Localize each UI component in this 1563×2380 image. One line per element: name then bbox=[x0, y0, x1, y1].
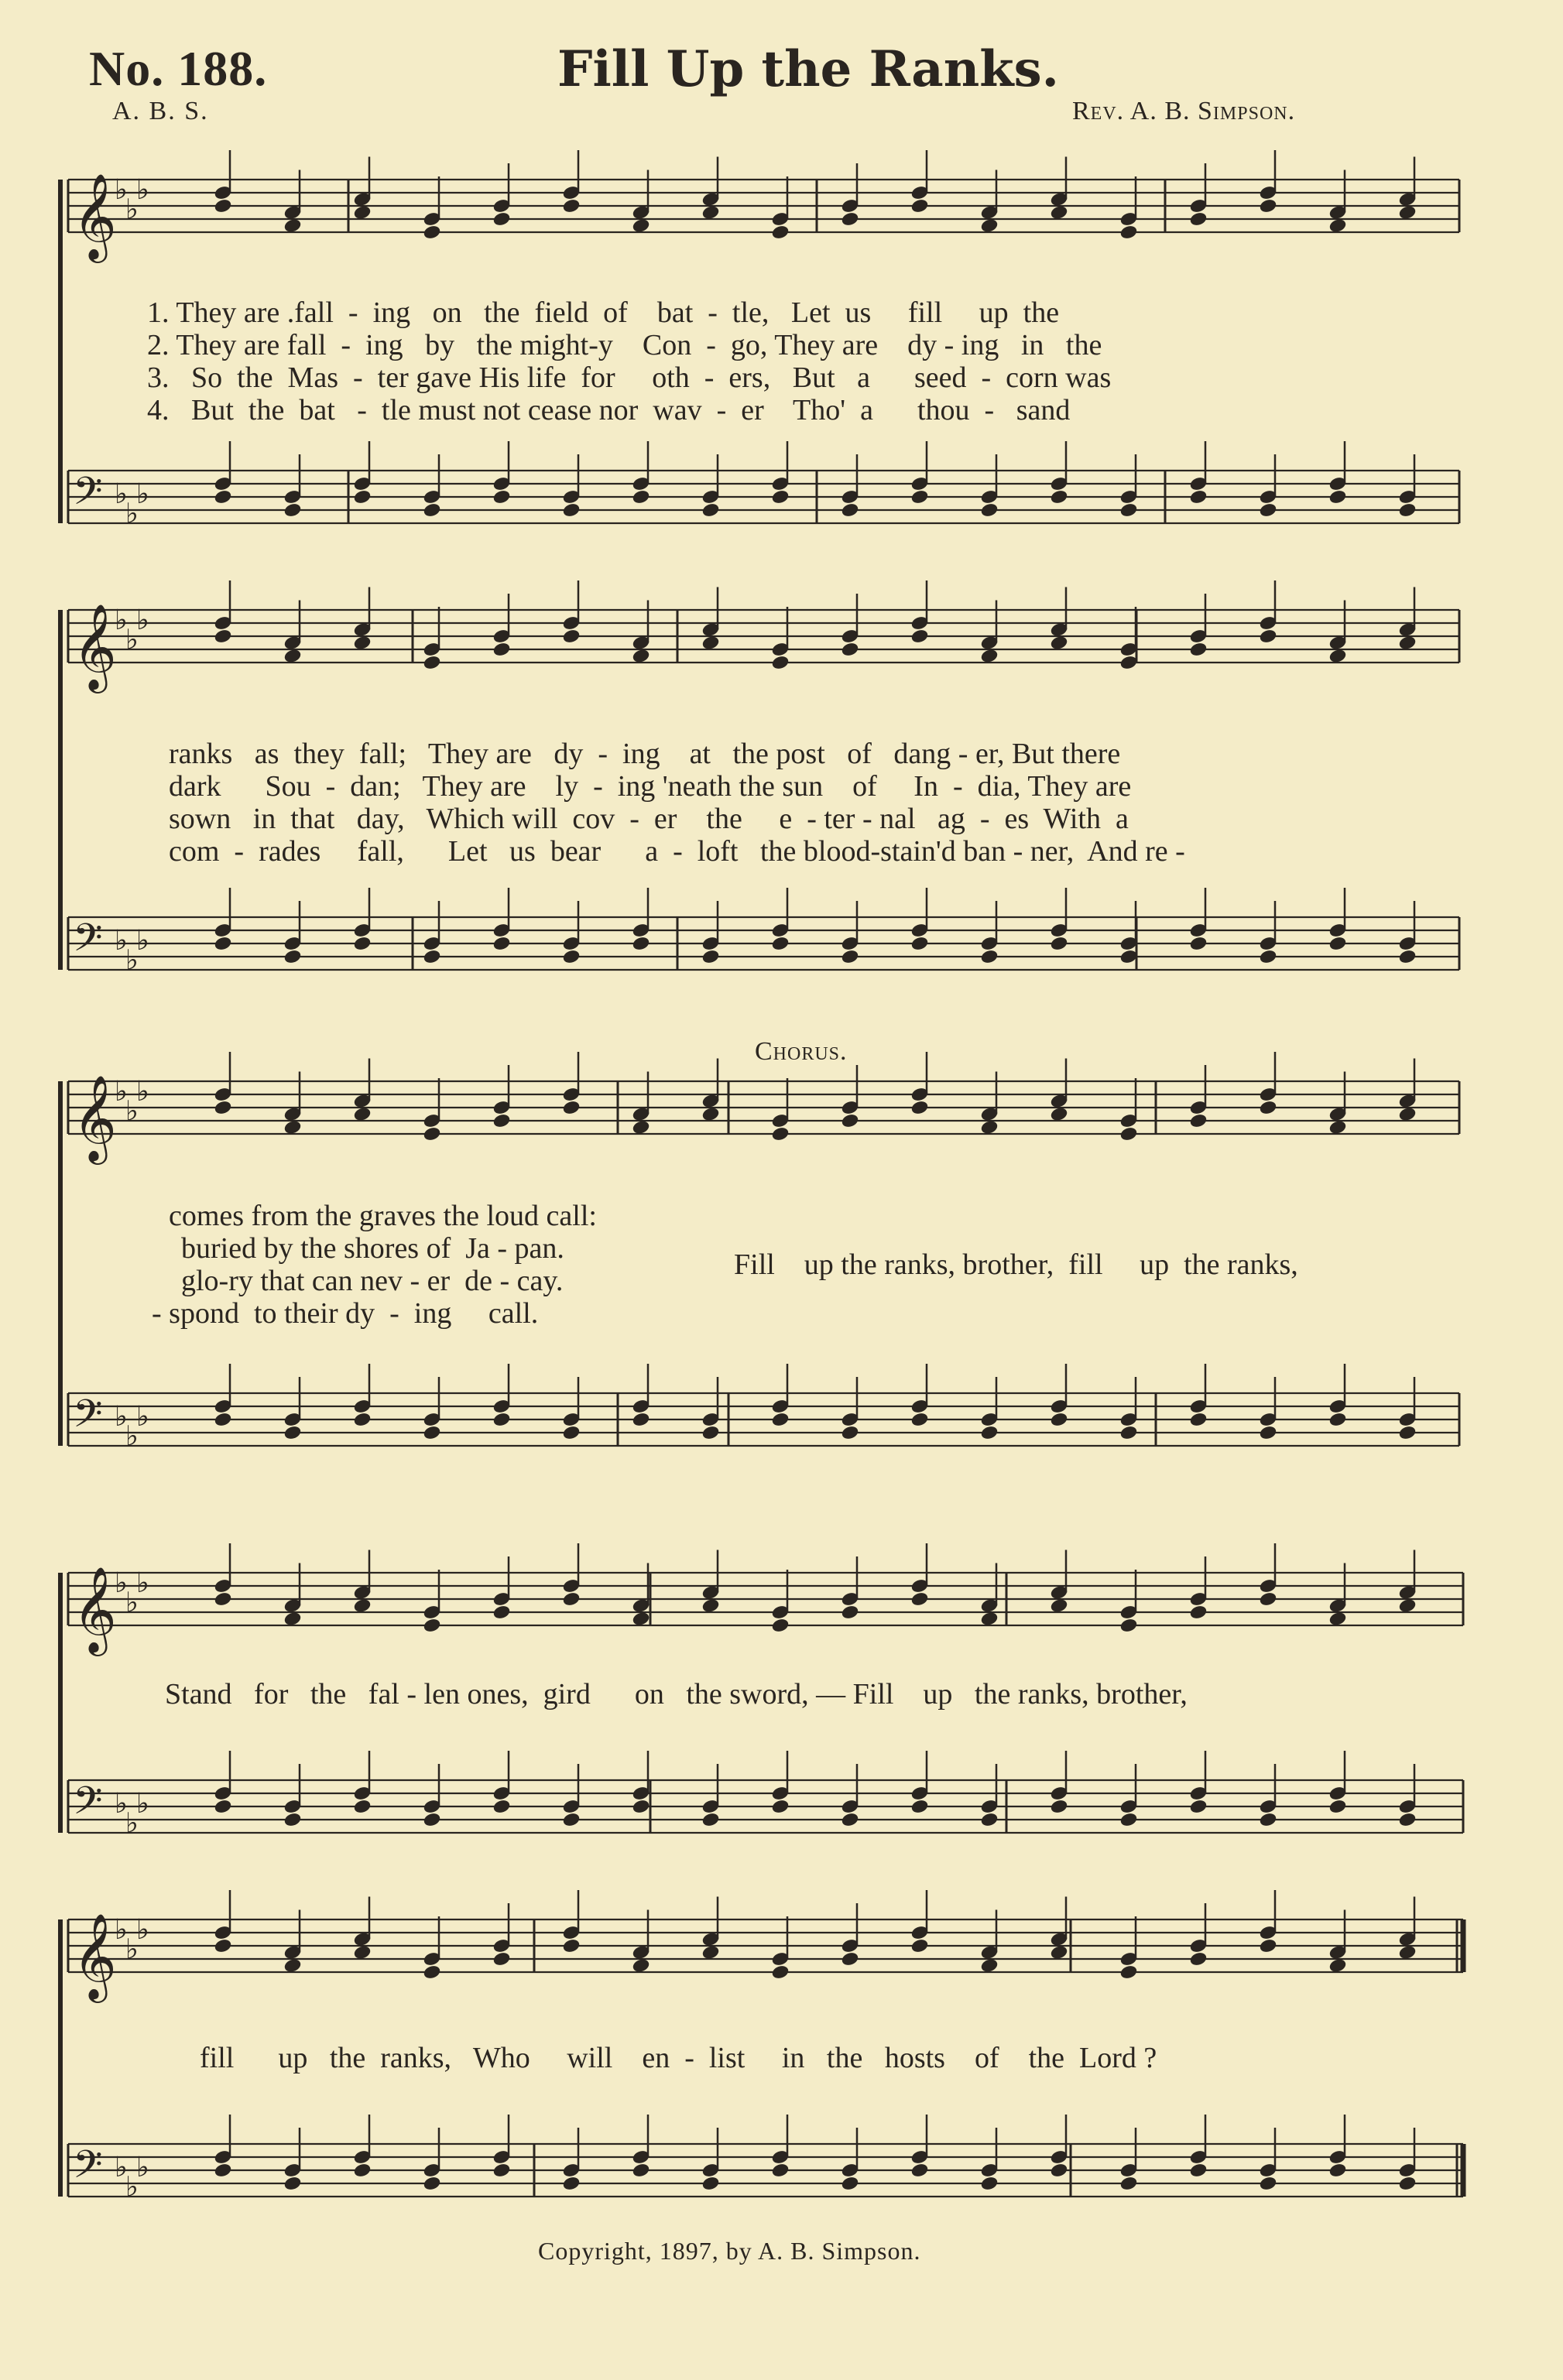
verse-4-line-2: com - rades fall, Let us bear a - loft the blood-stain'd ban - ner, And re - bbox=[169, 835, 1185, 868]
notehead bbox=[1398, 635, 1417, 651]
notehead bbox=[283, 1958, 302, 1974]
notehead bbox=[771, 224, 790, 240]
clef-icon: 𝄞 bbox=[73, 1913, 117, 1999]
notehead bbox=[562, 2176, 581, 2191]
notehead bbox=[1259, 198, 1277, 214]
notehead bbox=[1189, 211, 1208, 227]
notehead bbox=[1398, 1107, 1417, 1122]
verse-2-line-2: dark Sou - dan; They are ly - ing 'neath the sun of In - dia, They are bbox=[169, 770, 1132, 803]
notehead bbox=[910, 1100, 929, 1115]
notehead bbox=[1050, 936, 1068, 951]
notehead bbox=[1189, 1799, 1208, 1814]
notehead bbox=[283, 949, 302, 964]
notehead bbox=[980, 1611, 999, 1627]
notehead bbox=[1050, 1799, 1068, 1814]
notehead bbox=[214, 198, 232, 214]
notehead bbox=[771, 936, 790, 951]
notehead bbox=[1398, 2176, 1417, 2191]
flat-icon: ♭ bbox=[136, 1567, 149, 1599]
notehead bbox=[1398, 949, 1417, 964]
notehead bbox=[1189, 936, 1208, 951]
flat-icon: ♭ bbox=[125, 1420, 139, 1453]
notehead bbox=[841, 1425, 859, 1440]
notehead bbox=[1119, 1812, 1138, 1827]
notehead bbox=[980, 1812, 999, 1827]
flat-icon: ♭ bbox=[115, 604, 128, 636]
notehead bbox=[1189, 1604, 1208, 1620]
notehead bbox=[283, 218, 302, 234]
notehead bbox=[841, 1604, 859, 1620]
notehead bbox=[492, 1799, 511, 1814]
chorus-line-3: fill up the ranks, Who will en - list in the hosts of the Lord ? bbox=[200, 2042, 1157, 2074]
notehead bbox=[1050, 1107, 1068, 1122]
notehead bbox=[1050, 2163, 1068, 2178]
notehead bbox=[492, 1951, 511, 1967]
notehead bbox=[1328, 1958, 1347, 1974]
flat-icon: ♭ bbox=[125, 1587, 139, 1619]
verse-3-line-3: glo-ry that can nev - er de - cay. bbox=[181, 1265, 564, 1297]
verse-1-line-2: ranks as they fall; They are dy - ing at the post of dang - er, But there bbox=[169, 738, 1121, 770]
notehead bbox=[1050, 1945, 1068, 1961]
notehead bbox=[1050, 1412, 1068, 1427]
notehead bbox=[1189, 642, 1208, 657]
notehead bbox=[562, 949, 581, 964]
notehead bbox=[1259, 1591, 1277, 1607]
verse-3-line-2: sown in that day, Which will cov - er the e - ter - nal ag - es With a bbox=[169, 803, 1129, 835]
notehead bbox=[283, 502, 302, 518]
clef-icon: 𝄢 bbox=[73, 916, 103, 970]
chorus-line-2: Stand for the fal - len ones, gird on the sword, — Fill up the ranks, brother, bbox=[165, 1678, 1188, 1711]
music-author: Rev. A. B. Simpson. bbox=[1072, 97, 1296, 125]
notehead bbox=[1259, 1812, 1277, 1827]
notehead bbox=[1259, 502, 1277, 518]
notehead bbox=[771, 1799, 790, 1814]
notehead bbox=[1398, 205, 1417, 221]
flat-icon: ♭ bbox=[125, 1807, 139, 1840]
notehead bbox=[1328, 1611, 1347, 1627]
notehead bbox=[423, 655, 441, 670]
notehead bbox=[214, 1591, 232, 1607]
notehead bbox=[980, 218, 999, 234]
notehead bbox=[423, 1425, 441, 1440]
clef-icon: 𝄢 bbox=[73, 469, 103, 523]
flat-icon: ♭ bbox=[125, 1933, 139, 1966]
notehead bbox=[353, 1945, 372, 1961]
notehead bbox=[353, 489, 372, 505]
notehead bbox=[353, 1412, 372, 1427]
notehead bbox=[771, 1126, 790, 1142]
notehead bbox=[701, 1812, 720, 1827]
notehead bbox=[283, 1611, 302, 1627]
hymn-title: Fill Up the Ranks. bbox=[557, 40, 1059, 98]
flat-icon: ♭ bbox=[125, 193, 139, 226]
notehead bbox=[1050, 489, 1068, 505]
notehead bbox=[632, 649, 650, 664]
notehead bbox=[1398, 502, 1417, 518]
flat-icon: ♭ bbox=[115, 174, 128, 206]
notehead bbox=[492, 1604, 511, 1620]
notehead bbox=[841, 1113, 859, 1128]
flat-icon: ♭ bbox=[115, 1788, 128, 1820]
notehead bbox=[632, 1412, 650, 1427]
notehead bbox=[841, 1812, 859, 1827]
flat-icon: ♭ bbox=[115, 478, 128, 510]
notehead bbox=[492, 211, 511, 227]
notehead bbox=[1328, 1799, 1347, 1814]
notehead bbox=[214, 1412, 232, 1427]
notehead bbox=[1328, 1412, 1347, 1427]
notehead bbox=[910, 1412, 929, 1427]
flat-icon: ♭ bbox=[136, 174, 149, 206]
notehead bbox=[353, 1107, 372, 1122]
flat-icon: ♭ bbox=[136, 1914, 149, 1946]
notehead bbox=[492, 1412, 511, 1427]
notehead bbox=[1398, 1812, 1417, 1827]
notehead bbox=[701, 1945, 720, 1961]
flat-icon: ♭ bbox=[136, 604, 149, 636]
notehead bbox=[980, 2176, 999, 2191]
copyright-notice: Copyright, 1897, by A. B. Simpson. bbox=[538, 2237, 921, 2265]
clef-icon: 𝄞 bbox=[73, 1074, 117, 1161]
notehead bbox=[632, 1120, 650, 1135]
notehead bbox=[1189, 2163, 1208, 2178]
notehead bbox=[283, 1425, 302, 1440]
notehead bbox=[841, 502, 859, 518]
notehead bbox=[632, 489, 650, 505]
verse-2-line-1: 2. They are fall - ing by the might-y Con - go, They are dy - ing in the bbox=[147, 329, 1102, 361]
notehead bbox=[701, 949, 720, 964]
notehead bbox=[771, 655, 790, 670]
notehead bbox=[1328, 218, 1347, 234]
flat-icon: ♭ bbox=[136, 478, 149, 510]
notehead bbox=[353, 1799, 372, 1814]
notehead bbox=[701, 1598, 720, 1614]
flat-icon: ♭ bbox=[136, 1788, 149, 1820]
notehead bbox=[1398, 1598, 1417, 1614]
notehead bbox=[562, 1425, 581, 1440]
flat-icon: ♭ bbox=[125, 944, 139, 977]
notehead bbox=[562, 502, 581, 518]
notehead bbox=[701, 2176, 720, 2191]
notehead bbox=[1119, 1425, 1138, 1440]
notehead bbox=[214, 1938, 232, 1954]
notehead bbox=[771, 1618, 790, 1633]
notehead bbox=[492, 936, 511, 951]
verse-1-line-3: comes from the graves the loud call: bbox=[169, 1200, 597, 1232]
notehead bbox=[980, 1958, 999, 1974]
clef-icon: 𝄢 bbox=[73, 1779, 103, 1833]
notehead bbox=[980, 502, 999, 518]
notehead bbox=[283, 649, 302, 664]
flat-icon: ♭ bbox=[115, 925, 128, 957]
notehead bbox=[701, 635, 720, 651]
notehead bbox=[214, 2163, 232, 2178]
notehead bbox=[1189, 1412, 1208, 1427]
notehead bbox=[353, 635, 372, 651]
notehead bbox=[771, 489, 790, 505]
notehead bbox=[423, 224, 441, 240]
notehead bbox=[1328, 2163, 1347, 2178]
notehead bbox=[632, 1958, 650, 1974]
notehead bbox=[1398, 1425, 1417, 1440]
notehead bbox=[980, 1425, 999, 1440]
flat-icon: ♭ bbox=[115, 1914, 128, 1946]
flat-icon: ♭ bbox=[125, 624, 139, 656]
notehead bbox=[841, 949, 859, 964]
notehead bbox=[980, 949, 999, 964]
flat-icon: ♭ bbox=[136, 1076, 149, 1108]
notehead bbox=[980, 1120, 999, 1135]
flat-icon: ♭ bbox=[115, 2152, 128, 2183]
verse-1-line-1: 1. They are .fall - ing on the field of bat - tle, Let us fill up the bbox=[147, 296, 1060, 329]
notehead bbox=[1119, 1126, 1138, 1142]
notehead bbox=[1119, 502, 1138, 518]
notehead bbox=[910, 1591, 929, 1607]
notehead bbox=[910, 1938, 929, 1954]
notehead bbox=[910, 1799, 929, 1814]
notehead bbox=[1189, 1113, 1208, 1128]
notehead bbox=[701, 502, 720, 518]
notehead bbox=[841, 211, 859, 227]
notehead bbox=[1259, 628, 1277, 644]
clef-icon: 𝄢 bbox=[73, 2142, 103, 2197]
notehead bbox=[1259, 1938, 1277, 1954]
notehead bbox=[841, 1951, 859, 1967]
notehead bbox=[562, 1938, 581, 1954]
flat-icon: ♭ bbox=[125, 1095, 139, 1128]
notehead bbox=[771, 1964, 790, 1980]
notehead bbox=[492, 1113, 511, 1128]
notehead bbox=[632, 1611, 650, 1627]
flat-icon: ♭ bbox=[115, 1401, 128, 1433]
notehead bbox=[1328, 489, 1347, 505]
notehead bbox=[562, 1100, 581, 1115]
notehead bbox=[701, 1107, 720, 1122]
notehead bbox=[1050, 635, 1068, 651]
notehead bbox=[910, 2163, 929, 2178]
notehead bbox=[283, 2176, 302, 2191]
clef-icon: 𝄞 bbox=[73, 603, 117, 690]
flat-icon: ♭ bbox=[125, 2171, 139, 2204]
notehead bbox=[910, 936, 929, 951]
notehead bbox=[1119, 1618, 1138, 1633]
notehead bbox=[1398, 1945, 1417, 1961]
notehead bbox=[423, 1126, 441, 1142]
notehead bbox=[632, 1799, 650, 1814]
notehead bbox=[283, 1812, 302, 1827]
notehead bbox=[841, 2176, 859, 2191]
verse-2-line-3: buried by the shores of Ja - pan. bbox=[181, 1232, 564, 1265]
notehead bbox=[353, 1598, 372, 1614]
flat-icon: ♭ bbox=[125, 498, 139, 530]
notehead bbox=[1119, 224, 1138, 240]
notehead bbox=[1259, 2176, 1277, 2191]
words-author: A. B. S. bbox=[112, 97, 209, 125]
notehead bbox=[423, 949, 441, 964]
notehead bbox=[423, 1812, 441, 1827]
notehead bbox=[492, 642, 511, 657]
flat-icon: ♭ bbox=[136, 925, 149, 957]
notehead bbox=[214, 1100, 232, 1115]
notehead bbox=[771, 1412, 790, 1427]
chorus-label: Chorus. bbox=[755, 1037, 848, 1066]
clef-icon: 𝄢 bbox=[73, 1392, 103, 1446]
notehead bbox=[562, 628, 581, 644]
notehead bbox=[214, 936, 232, 951]
verse-3-line-1: 3. So the Mas - ter gave His life for oth - ers, But a seed - corn was bbox=[147, 361, 1112, 394]
notehead bbox=[1259, 949, 1277, 964]
clef-icon: 𝄞 bbox=[73, 173, 117, 259]
verse-4-line-3: - spond to their dy - ing call. bbox=[152, 1297, 539, 1330]
notehead bbox=[910, 489, 929, 505]
notehead bbox=[1050, 205, 1068, 221]
notehead bbox=[353, 2163, 372, 2178]
flat-icon: ♭ bbox=[136, 1401, 149, 1433]
notehead bbox=[1189, 489, 1208, 505]
notehead bbox=[1259, 1425, 1277, 1440]
notehead bbox=[771, 2163, 790, 2178]
notehead bbox=[283, 1120, 302, 1135]
notehead bbox=[632, 936, 650, 951]
verse-4-line-1: 4. But the bat - tle must not cease nor wav - er Tho' a thou - sand bbox=[147, 394, 1071, 426]
notehead bbox=[214, 628, 232, 644]
notehead bbox=[841, 642, 859, 657]
notehead bbox=[701, 205, 720, 221]
flat-icon: ♭ bbox=[115, 1076, 128, 1108]
notehead bbox=[492, 489, 511, 505]
notehead bbox=[492, 2163, 511, 2178]
notehead bbox=[910, 628, 929, 644]
notehead bbox=[701, 1425, 720, 1440]
hymn-number: No. 188. bbox=[89, 41, 268, 96]
notehead bbox=[423, 1618, 441, 1633]
notehead bbox=[423, 2176, 441, 2191]
notehead bbox=[1328, 936, 1347, 951]
notehead bbox=[910, 198, 929, 214]
notehead bbox=[214, 489, 232, 505]
flat-icon: ♭ bbox=[115, 1567, 128, 1599]
notehead bbox=[980, 649, 999, 664]
notehead bbox=[423, 502, 441, 518]
notehead bbox=[1328, 649, 1347, 664]
notehead bbox=[353, 205, 372, 221]
notehead bbox=[423, 1964, 441, 1980]
notehead bbox=[562, 1812, 581, 1827]
notehead bbox=[1119, 655, 1138, 670]
notehead bbox=[1119, 2176, 1138, 2191]
notehead bbox=[632, 2163, 650, 2178]
notehead bbox=[1259, 1100, 1277, 1115]
notehead bbox=[562, 198, 581, 214]
flat-icon: ♭ bbox=[136, 2152, 149, 2183]
notehead bbox=[1328, 1120, 1347, 1135]
notehead bbox=[1119, 949, 1138, 964]
notehead bbox=[214, 1799, 232, 1814]
chorus-line-1: Fill up the ranks, brother, fill up the ranks, bbox=[734, 1248, 1298, 1281]
notehead bbox=[632, 218, 650, 234]
notehead bbox=[1189, 1951, 1208, 1967]
clef-icon: 𝄞 bbox=[73, 1566, 117, 1652]
notehead bbox=[1050, 1598, 1068, 1614]
notehead bbox=[1119, 1964, 1138, 1980]
notehead bbox=[562, 1591, 581, 1607]
notehead bbox=[353, 936, 372, 951]
